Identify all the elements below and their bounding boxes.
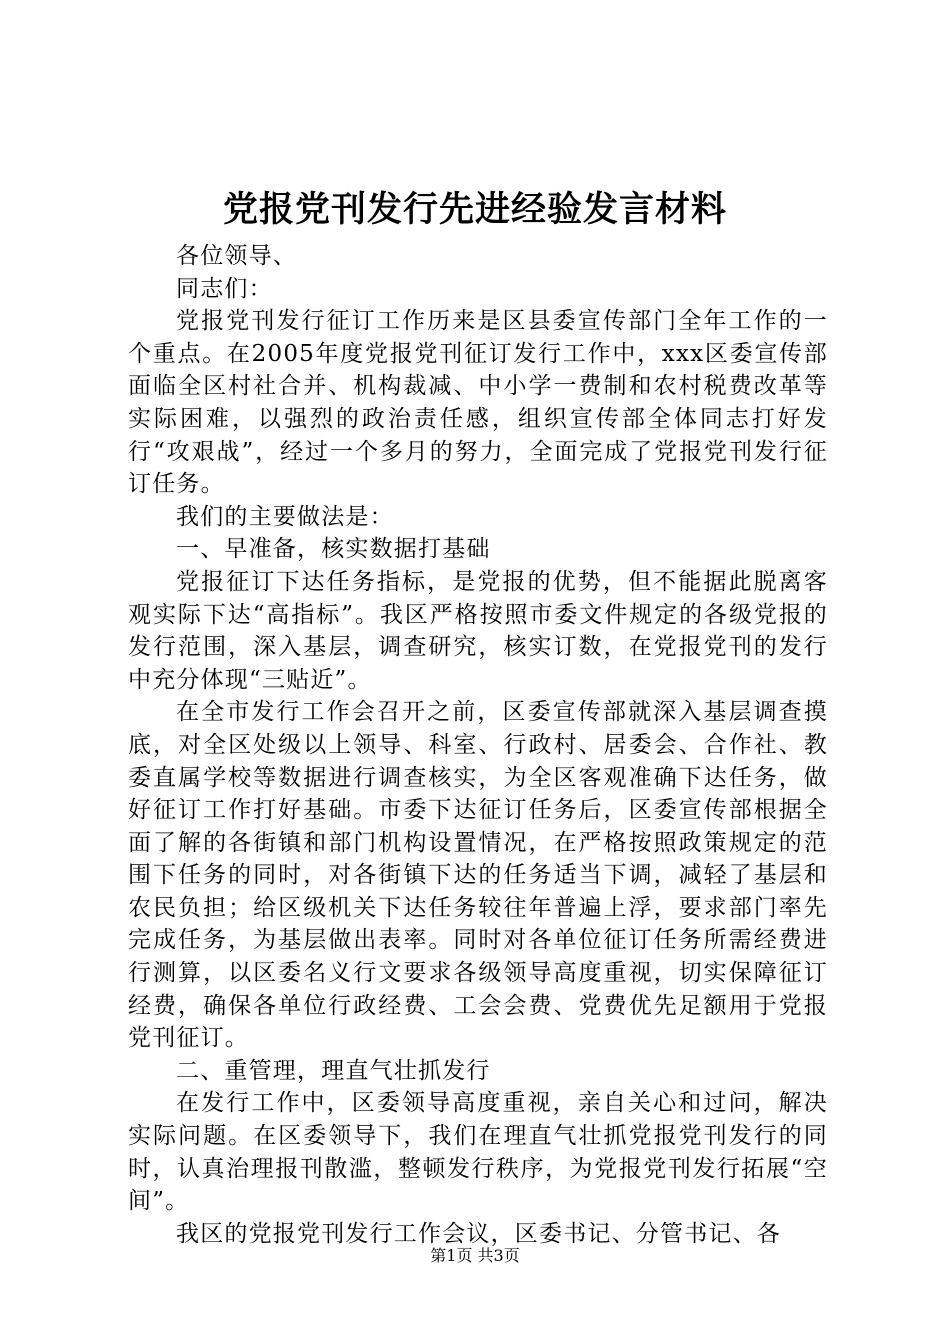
- document-title: 党报党刊发行先进经验发言材料: [222, 189, 727, 230]
- section-heading-1: 一、早准备，核实数据打基础: [176, 536, 491, 563]
- paragraph-section-1a: 党报征订下达任务指标，是党报的优势，但不能据此脱离客观实际下达“高指标”。我区严格按照市委文件规定的各级党报的发行范围，深入基层，调查研究，核实订数，在党报党刊的发行中充分体现“三贴近”。: [128, 568, 828, 693]
- section-heading-2: 二、重管理，理直气壮抓发行: [176, 1057, 491, 1084]
- paragraph-intro: 党报党刊发行征订工作历来是区县委宣传部门全年工作的一个重点。在2005年度党报党刊征订发行工作中，xxx区委宣传部面临全区村社合并、机构裁减、中小学一费制和农村税费改革等实际困难，以强烈的政治责任感，组织宣传部全体同志打好发行“攻艰战”，经过一个多月的努力，全面完成了党报党刊发行征订任务。: [128, 308, 828, 498]
- salutation-leaders: 各位领导、: [176, 243, 297, 269]
- page-number: 第1页 共3页: [430, 1246, 520, 1265]
- salutation-comrades: 同志们：: [176, 275, 273, 302]
- paragraph-section-1b: 在全市发行工作会召开之前，区委宣传部就深入基层调查摸底，对全区处级以上领导、科室、行政村、居委会、合作社、教委直属学校等数据进行调查核实，为全区客观准确下达任务，做好征订工作打好基础。市委下达征订任务后，区委宣传部根据全面了解的各街镇和部门机构设置情况，在严格按照政策规定的范围下任务的同时，对各街镇下达的任务适当下调，减轻了基层和农民负担；给区级机关下达任务较往年普遍上浮，要求部门率先完成任务，为基层做出表率。同时对各单位征订任务所需经费进行测算，以区委名义行文要求各级领导高度重视，切实保障征订经费，确保各单位行政经费、工会会费、党费优先足额用于党报党刊征订。: [128, 699, 828, 1052]
- document-body: [128, 240, 828, 1250]
- paragraph-section-2b: 我区的党报党刊发行工作会议，区委书记、分管书记、各: [176, 1220, 781, 1247]
- paragraph-section-2a: 在发行工作中，区委领导高度重视，亲自关心和过问，解决实际问题。在区委领导下，我们在理直气壮抓党报党刊发行的同时，认真治理报刊散滥，整顿发行秩序，为党报党刊发行拓展“空间”。: [128, 1090, 828, 1215]
- paragraph-main-methods: 我们的主要做法是：: [176, 503, 394, 530]
